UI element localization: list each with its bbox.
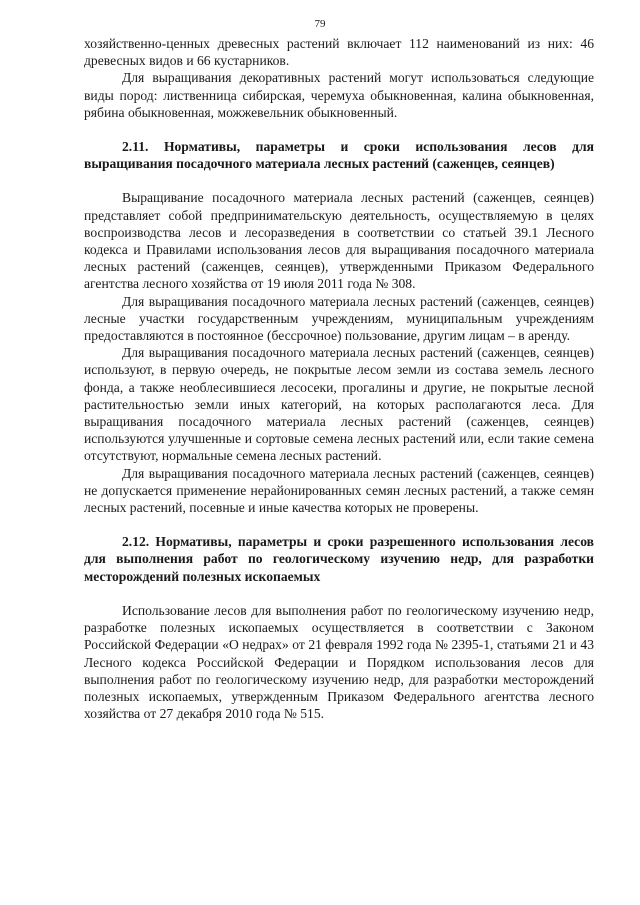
section-2-11-paragraph-1: Выращивание посадочного материала лесных растений (саженцев, сеянцев) представляет собой предпринимательскую деятельность, осуществляемую в целях воспроизводства лесов и лесоразведения в соответствии со статьей 39.1 Лесного кодекса и Правилами использования лесов для выращивания посадочного материала лесных растений (саженцев, сеянцев), утвержденными Приказом Федерального агентства лесного хозяйства от 19 июля 2011 года № 308. <box>84 190 594 292</box>
section-2-11-paragraph-4: Для выращивания посадочного материала лесных растений (саженцев, сеянцев) не допускается применение нерайонированных семян лесных растений, а также семян лесных растений, посевные и иные качества которых не проверены. <box>84 465 594 516</box>
page-content <box>84 35 594 722</box>
intro-paragraph-2: Для выращивания декоративных растений могут использоваться следующие виды пород: лиственница сибирская, черемуха обыкновенная, калина обыкновенная, рябина обыкновенная, можжевельник обыкновенный. <box>84 70 594 120</box>
section-2-12-paragraph-1: Использование лесов для выполнения работ по геологическому изучению недр, разработке полезных ископаемых осуществляется в соответствии с Законом Российской Федерации «О недрах» от 21 февраля 1992 года № 2395-1, статьями 21 и 43 Лесного кодекса Российской Федерации и Порядком использования лесов для выполнения работ по геологическому изучению недр, для разработки месторождений полезных ископаемых, утвержденным Приказом Федерального агентства лесного хозяйства от 27 декабря 2010 года № 515. <box>84 602 594 722</box>
section-2-11-paragraph-3: Для выращивания посадочного материала лесных растений (саженцев, сеянцев) используют, в первую очередь, не покрытые лесом земли из состава земель лесного фонда, а также необлесившиеся лесосеки, прогалины и другие, не покрытые лесной растительностью земли иных категорий, на которых располагаются леса. Для выращивания посадочного материала лесных растений (саженцев, сеянцев) используются улучшенные и сортовые семена лесных растений или, если такие семена отсутствуют, нормальные семена лесных растений. <box>84 345 594 464</box>
page-number: 79 <box>314 18 326 30</box>
section-2-11-paragraph-2: Для выращивания посадочного материала лесных растений (саженцев, сеянцев) лесные участки государственным учреждениям, муниципальным учреждениям предоставляются в постоянное (бессрочное) пользование, другим лицам – в аренду. <box>84 293 594 344</box>
section-2-12-heading: 2.12. Нормативы, параметры и сроки разрешенного использования лесов для выполнения работ по геологическому изучению недр, для разработки месторождений полезных ископаемых <box>84 534 594 584</box>
section-2-11-heading: 2.11. Нормативы, параметры и сроки использования лесов для выращивания посадочного материала лесных растений (саженцев, сеянцев) <box>84 139 594 172</box>
intro-paragraph-1: хозяйственно-ценных древесных растений включает 112 наименований из них: 46 древесных видов и 66 кустарников. <box>84 36 594 69</box>
